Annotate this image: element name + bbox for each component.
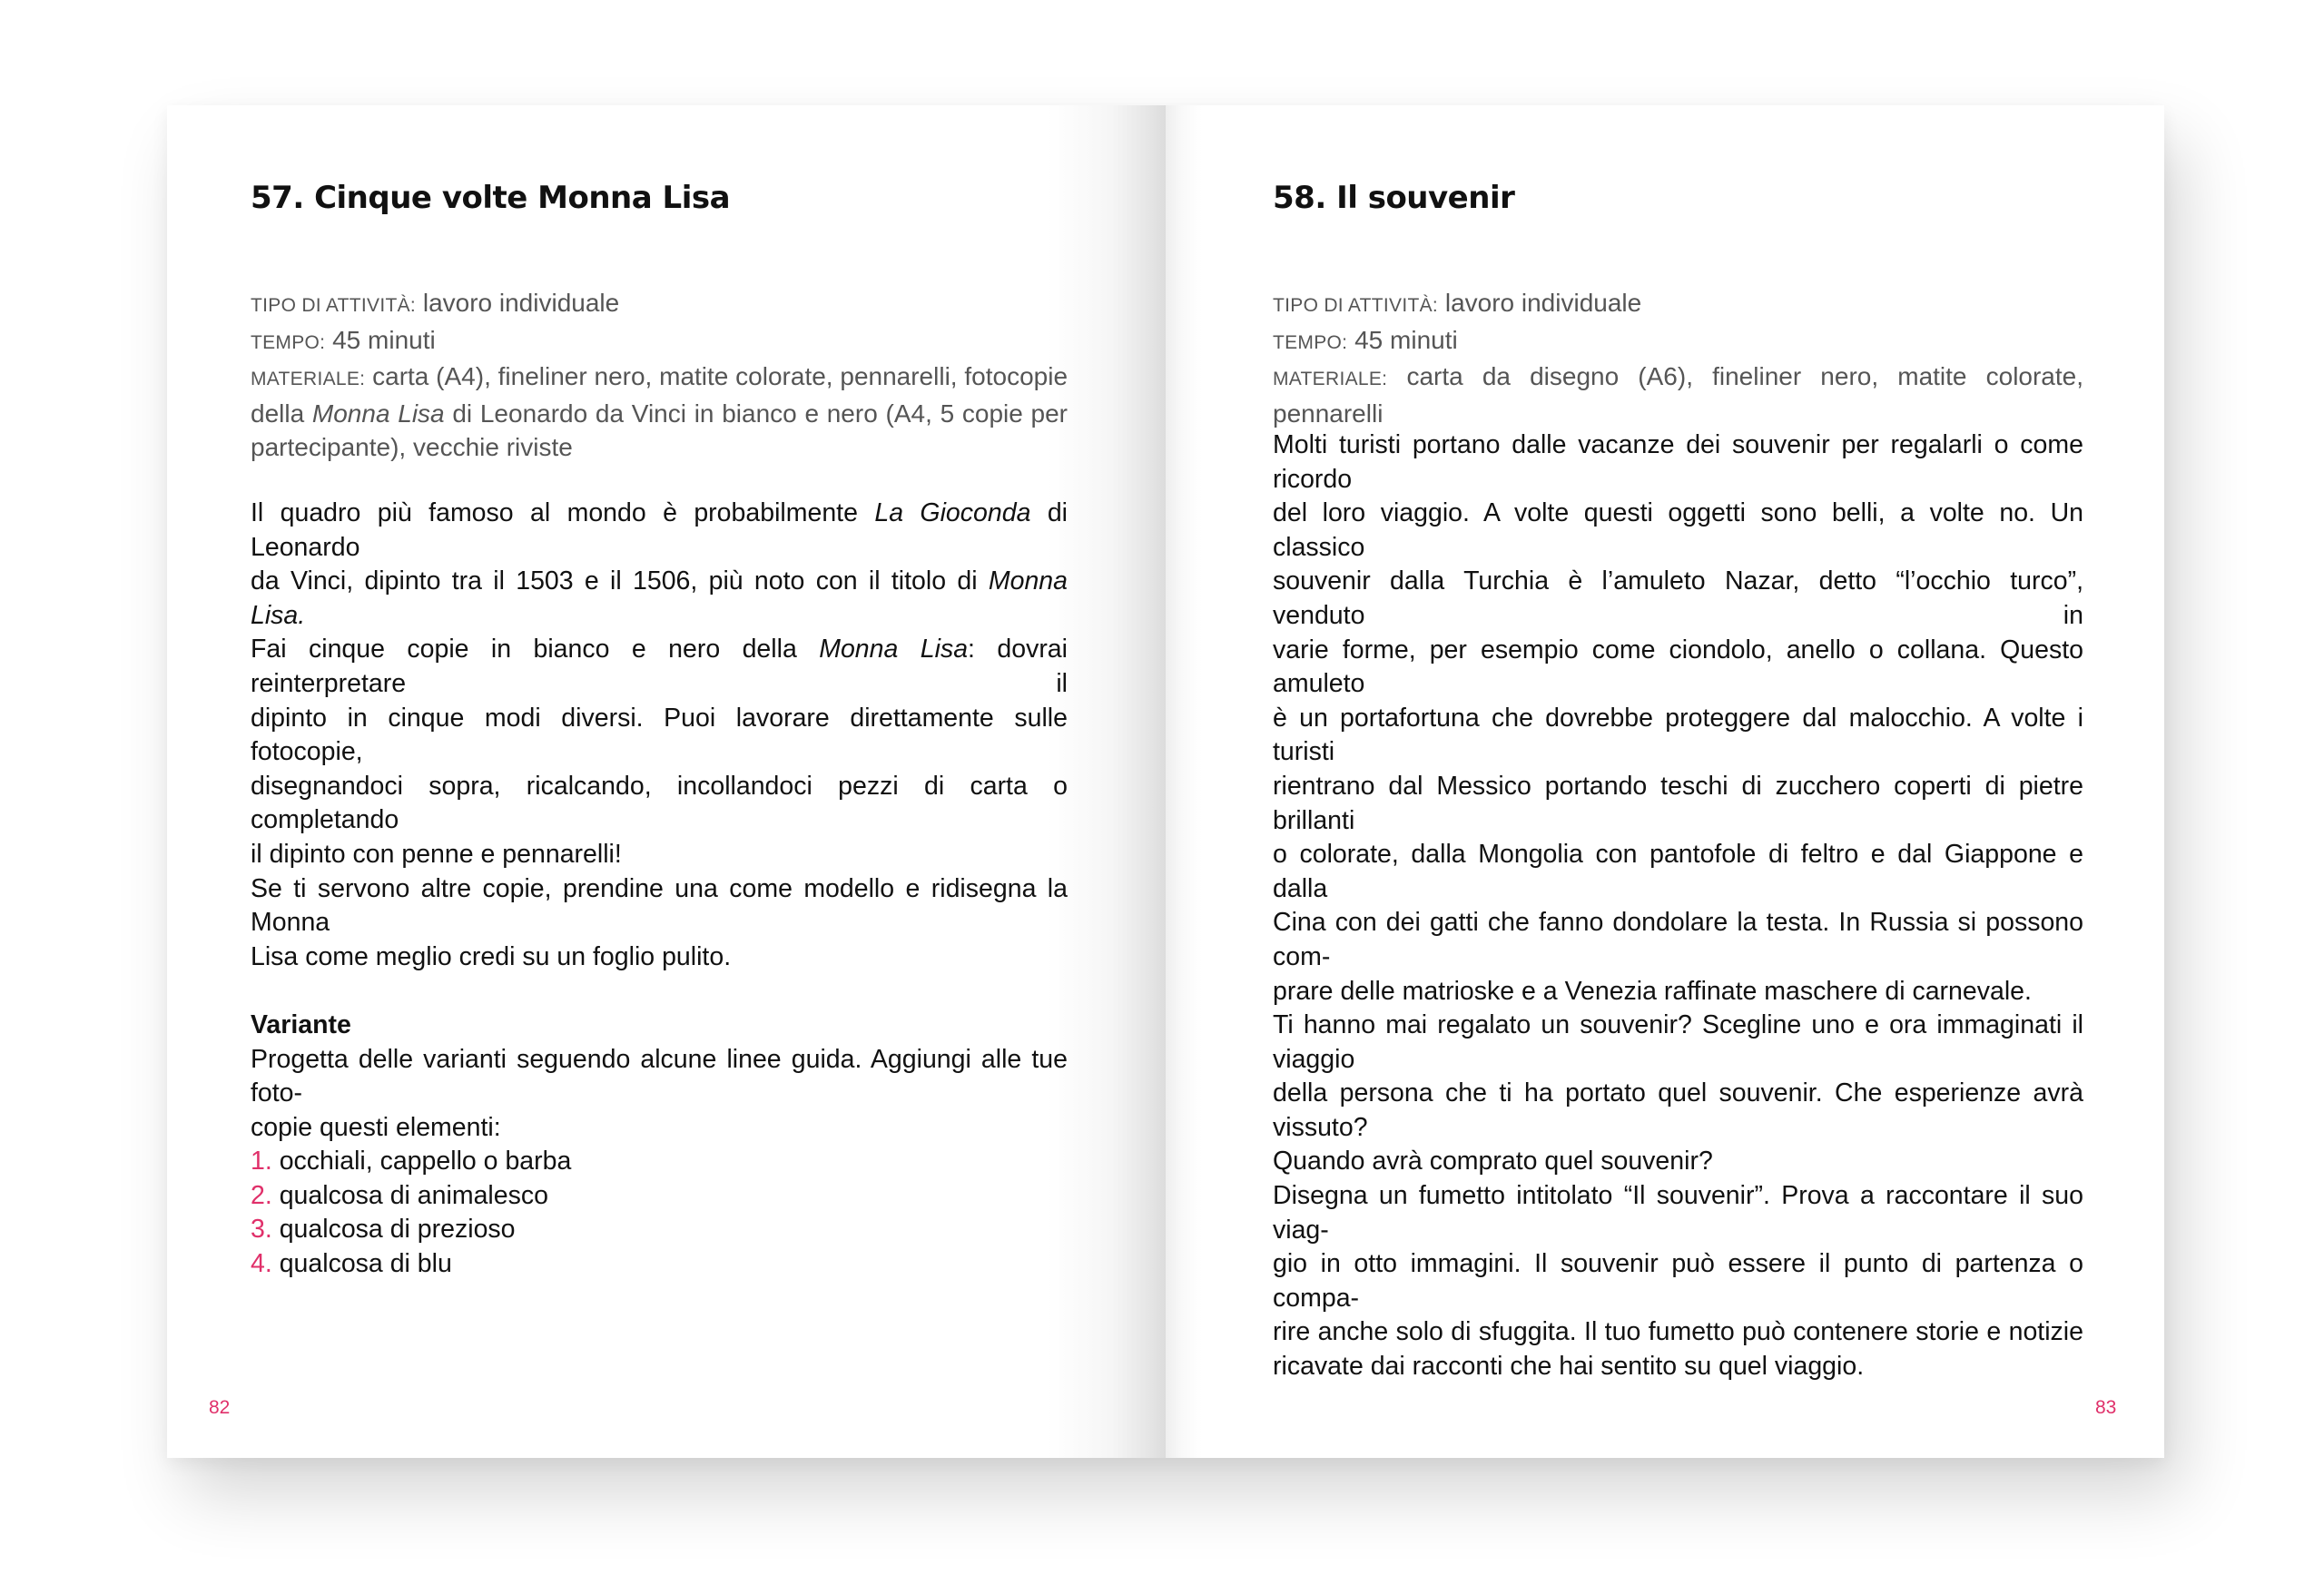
meta-time-row <box>1273 323 2083 360</box>
activity-meta <box>251 286 1068 465</box>
book-spread <box>167 105 2164 1458</box>
body-italic: La Gioconda <box>874 498 1031 527</box>
body-line <box>251 565 1068 633</box>
body-line: o colorate, dalla Mongolia con pantofole di feltro e dal Giappone e dalla <box>1273 840 2083 903</box>
body-text: Fai cinque copie in bianco e nero della <box>251 635 797 665</box>
list-text: qualcosa di animalesco <box>279 1180 548 1210</box>
list-item <box>251 1179 1068 1214</box>
body-line: rire anche solo di sfuggita. Il tuo fumetto può contenere storie e notizie <box>1273 1317 2083 1347</box>
body-line: dipinto in cinque modi diversi. Puoi lavorare direttamente sulle fotocopie, <box>251 703 1068 767</box>
body-line: il dipinto con penne e pennarelli! <box>251 839 622 869</box>
body-line: Quando avrà comprato quel souvenir? <box>1273 1147 1713 1176</box>
paragraph-gap <box>251 974 1068 1009</box>
page-number: 83 <box>2095 1397 2117 1418</box>
list-item <box>251 1247 1068 1282</box>
list-item <box>251 1213 1068 1247</box>
list-text: occhiali, cappello o barba <box>279 1147 572 1176</box>
meta-type-row <box>1273 286 2083 323</box>
left-page <box>167 105 1166 1458</box>
activity-title: 58. Il souvenir <box>1273 180 1515 216</box>
page-number: 82 <box>209 1397 231 1418</box>
body-line: Disegna un fumetto intitolato “Il souvenir”. Prova a raccontare il suo viag- <box>1273 1181 2083 1245</box>
meta-material-label: MATERIALE: <box>251 369 366 389</box>
body-line: Lisa come meglio credi su un foglio pulito. <box>251 941 732 971</box>
list-text: qualcosa di prezioso <box>279 1215 516 1245</box>
body-line: copie questi elementi: <box>251 1112 501 1142</box>
body-line: della persona che ti ha portato quel souvenir. Che esperienze avrà vissuto? <box>1273 1078 2083 1142</box>
body-line <box>251 497 1068 565</box>
list-number: 4. <box>251 1249 272 1279</box>
meta-time-row <box>251 323 1068 360</box>
meta-type-value: lavoro individuale <box>1444 289 1642 317</box>
activity-meta <box>1273 286 2083 430</box>
body-line: Cina con dei gatti che fanno dondolare la testa. In Russia si possono com- <box>1273 908 2083 971</box>
meta-material-line1: carta (A4), fineliner nero, matite colorate, pennarelli, fotocopie <box>372 362 1068 390</box>
meta-type-row <box>251 286 1068 323</box>
meta-type-label: TIPO DI ATTIVITÀ: <box>1273 295 1439 316</box>
meta-material-row2 <box>251 397 1068 431</box>
meta-material-line2-italic: Monna Lisa <box>311 399 445 428</box>
body-line: Molti turisti portano dalle vacanze dei souvenir per regalarli o come ricordo <box>1273 430 2083 494</box>
body-italic: Monna Lisa. <box>251 566 1068 630</box>
body-text: di Leonardo <box>251 498 1068 562</box>
body-line: rientrano dal Messico portando teschi di zucchero coperti di pietre brillanti <box>1273 771 2083 835</box>
body-text: Il quadro più famoso al mondo è probabilmente <box>251 498 858 527</box>
body-line: Se ti servono altre copie, prendine una come modello e ridisegna la Monna <box>251 873 1068 938</box>
meta-material-line2a: della <box>251 399 305 428</box>
variant-heading: Variante <box>251 1009 351 1039</box>
meta-material-row3: partecipante), vecchie riviste <box>251 433 573 461</box>
body-line <box>251 633 1068 701</box>
body-line: Progetta delle varianti seguendo alcune linee guida. Aggiungi alle tue foto- <box>251 1044 1068 1108</box>
list-number: 3. <box>251 1215 272 1245</box>
meta-material-value: carta da disegno (A6), fineliner nero, matite colorate, pennarelli <box>1273 362 2084 428</box>
meta-material-label: MATERIALE: <box>1273 369 1388 389</box>
list-text: qualcosa di blu <box>279 1249 452 1279</box>
list-number: 2. <box>251 1180 272 1210</box>
body-line: disegnandoci sopra, ricalcando, incollandoci pezzi di carta o completando <box>251 771 1068 835</box>
body-line: è un portafortuna che dovrebbe proteggere dal malocchio. A volte i turisti <box>1273 703 2083 767</box>
activity-body <box>251 497 1068 1282</box>
meta-material-line2b: di Leonardo da Vinci in bianco e nero (A4, 5 copie per <box>452 399 1068 428</box>
list-item <box>251 1145 1068 1179</box>
meta-time-label: TEMPO: <box>251 331 326 353</box>
meta-material-row <box>251 359 1068 397</box>
body-line: gio in otto immagini. Il souvenir può essere il punto di partenza o compa- <box>1273 1249 2083 1313</box>
list-number: 1. <box>251 1147 272 1176</box>
body-text: : dovrai reinterpretare il <box>251 635 1068 698</box>
meta-type-value: lavoro individuale <box>422 289 620 317</box>
activity-title: 57. Cinque volte Monna Lisa <box>251 180 731 216</box>
body-text: da Vinci, dipinto tra il 1503 e il 1506, più noto con il titolo di <box>251 566 978 596</box>
right-page <box>1166 105 2164 1458</box>
meta-time-value: 45 minuti <box>332 325 436 354</box>
body-line: ricavate dai racconti che hai sentito su quel viaggio. <box>1273 1352 1865 1382</box>
body-line: souvenir dalla Turchia è l’amuleto Nazar, detto “l’occhio turco”, venduto in <box>1273 566 2083 630</box>
body-line: prare delle matrioske e a Venezia raffinate maschere di carnevale. <box>1273 976 2032 1006</box>
meta-time-label: TEMPO: <box>1273 331 1348 353</box>
body-italic: Monna Lisa <box>819 635 969 665</box>
body-line: varie forme, per esempio come ciondolo, anello o collana. Questo amuleto <box>1273 635 2083 699</box>
meta-type-label: TIPO DI ATTIVITÀ: <box>251 295 417 316</box>
meta-time-value: 45 minuti <box>1354 325 1458 354</box>
body-line: Ti hanno mai regalato un souvenir? Scegline uno e ora immaginati il viaggio <box>1273 1010 2083 1074</box>
body-line: del loro viaggio. A volte questi oggetti sono belli, a volte no. Un classico <box>1273 498 2083 562</box>
activity-body <box>1273 428 2083 1384</box>
meta-material-row <box>1273 359 2083 430</box>
